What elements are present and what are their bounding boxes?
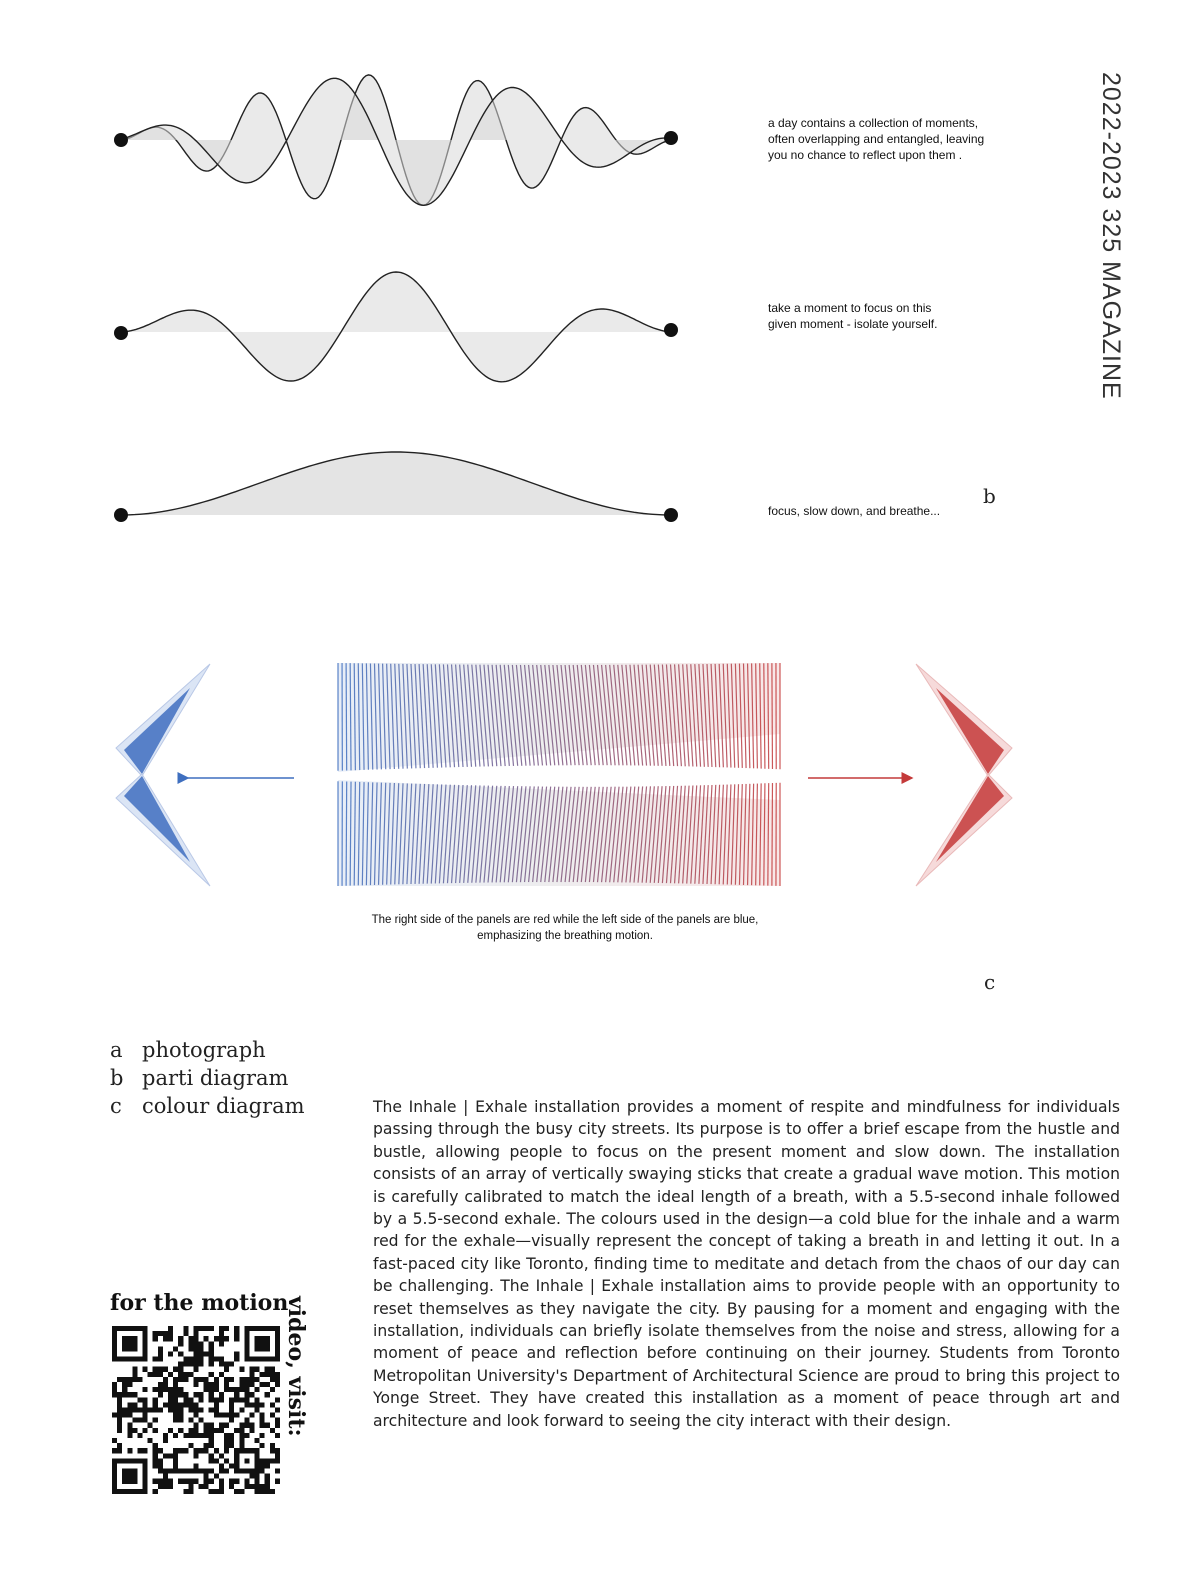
article-body: The Inhale | Exhale installation provides a moment of respite and mindfulness for individuals passing through the busy city streets. Its purpose is to offer a brief escape from the hustle and bustle, allowing people to focus on the present moment and slow down. The installation consists of an array of vertically swaying sticks that create a gradual wave motion. This motion is carefully calibrated to match the ideal length of a breath, with a 5.5-second inhale followed by a 5.5-second exhale. The colours used in the design—a cold blue for the inhale and a warm red for the exhale—visually represent the concept of taking a breath in and letting it out. In a fast-paced city like Toronto, finding time to meditate and detach from the chaos of our day can be challenging. The Inhale | Exhale installation aims to provide people with an opportunity to reset themselves as they navigate the city. By pausing for a moment and engaging with the installation, individuals can briefly isolate themselves from the noise and stress, allowing for a moment of peace and reflection before continuing on their journey. Students from Toronto Metropolitan University's Department of Architectural Science are proud to bring this project to Yonge Street. They have created this installation as a moment of peace through art and architecture and look forward to seeing the city interact with their design. xyxy=(373,1098,1120,1430)
caption-line: a day contains a collection of moments, xyxy=(768,116,979,130)
colour-diagram-label: c xyxy=(984,970,996,994)
legend-text: parti diagram xyxy=(142,1066,289,1090)
colour-diagram-caption xyxy=(330,912,800,944)
caption-line: take a moment to focus on this xyxy=(768,301,932,315)
motion-video-title-side: video, visit: xyxy=(283,1296,309,1437)
parti-caption-2 xyxy=(768,300,937,332)
caption-line: The right side of the panels are red while the left side of the panels are blue, xyxy=(371,914,759,926)
wave-endpoint-dot xyxy=(114,326,128,340)
wave-endpoint-dot xyxy=(664,323,678,337)
caption-line: often overlapping and entangled, leaving xyxy=(768,132,985,146)
caption-line: given moment - isolate yourself. xyxy=(768,317,938,331)
qr-code-icon[interactable] xyxy=(112,1326,280,1494)
magazine-title: 2022-2023 325 MAGAZINE xyxy=(1097,72,1125,400)
wave-endpoint-dot xyxy=(664,131,678,145)
legend-item xyxy=(110,1092,305,1120)
caption-line: you no chance to reflect upon them . xyxy=(768,148,963,162)
wave-isolated-fill xyxy=(121,272,671,382)
wave-breathe-fill xyxy=(121,452,671,515)
panel-array-upper-tint xyxy=(338,663,780,772)
parti-diagram-waves xyxy=(100,60,700,540)
wave-endpoint-dot xyxy=(114,133,128,147)
caption-line: focus, slow down, and breathe... xyxy=(768,504,941,518)
legend-key: a xyxy=(110,1038,123,1062)
legend-key: c xyxy=(110,1094,122,1118)
inhale-chevron-top xyxy=(124,688,190,774)
exhale-chevron-bottom xyxy=(936,776,1004,862)
legend-item xyxy=(110,1064,305,1092)
legend-text: colour diagram xyxy=(142,1094,305,1118)
legend-item xyxy=(110,1036,305,1064)
wave-endpoint-dot xyxy=(114,508,128,522)
exhale-chevron-top xyxy=(936,688,1004,774)
figure-legend xyxy=(110,1036,305,1120)
parti-diagram-label: b xyxy=(983,484,996,508)
wave-endpoint-dot xyxy=(664,508,678,522)
parti-caption-1 xyxy=(768,115,984,163)
panel-array-lower-tint xyxy=(338,780,780,886)
wave-entangled-b-fill xyxy=(121,78,671,205)
inhale-chevron-bottom xyxy=(124,776,190,862)
motion-video-title: for the motion xyxy=(110,1290,289,1316)
colour-diagram xyxy=(100,650,1040,900)
parti-caption-3 xyxy=(768,503,940,519)
legend-text: photograph xyxy=(142,1038,266,1062)
legend-key: b xyxy=(110,1066,124,1090)
caption-line: emphasizing the breathing motion. xyxy=(477,930,653,942)
